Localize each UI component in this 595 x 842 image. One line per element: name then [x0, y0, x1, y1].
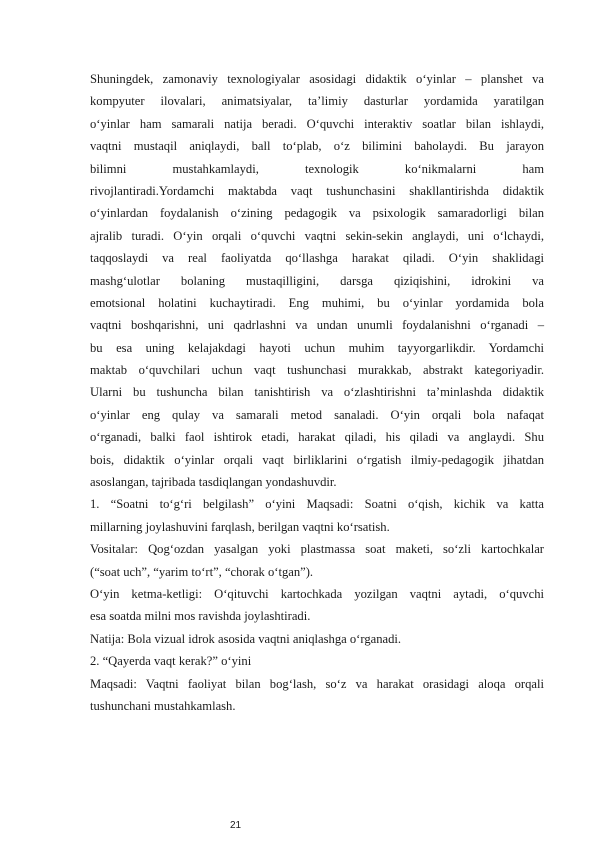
text-line: 2. “Qayerda vaqt kerak?” o‘yini [90, 654, 252, 669]
text-line: O‘yin ketma-ketligi: O‘qituvchi kartochkada yozilgan vaqtni aytadi, o‘quvchi [90, 586, 544, 601]
text-line: o‘yinlar ham samarali natija beradi. O‘quvchi interaktiv soatlar bilan ishlaydi, [90, 116, 544, 131]
text-line: millarning joylashuvini farqlash, berilgan vaqtni ko‘rsatish. [90, 519, 390, 534]
text-line: bilimni mustahkamlaydi, texnologik ko‘nikmalarni ham [90, 161, 544, 176]
text-line: kompyuter ilovalari, animatsiyalar, ta’limiy dasturlar yordamida yaratilgan [90, 94, 544, 109]
text-line: vaqtni boshqarishni, uni qadrlashni va undan unumli foydalanishni o‘rganadi – [90, 318, 544, 333]
text-line: taqqoslaydi va real faoliyatda qo‘llashga harakat qiladi. O‘yin shaklidagi [90, 251, 544, 266]
text-line: o‘rganadi, balki faol ishtirok etadi, harakat qiladi, his qiladi va anglaydi. Shu [90, 430, 544, 445]
text-line: (“soat uch”, “yarim to‘rt”, “chorak o‘tgan”). [90, 564, 314, 579]
text-line: asoslangan, tajribada tasdiqlangan yondashuvdir. [90, 475, 337, 490]
text-line: rivojlantiradi.Yordamchi maktabda vaqt tushunchasini shakllantirishda didaktik [90, 183, 544, 198]
text-line: bu esa uning kelajakdagi hayoti uchun muhim tayyorgarlikdir. Yordamchi [90, 340, 544, 355]
text-line: o‘yinlardan foydalanish o‘zining pedagogik va psixologik samaradorligi bilan [90, 206, 544, 221]
text-line: esa soatda milni mos ravishda joylashtiradi. [90, 609, 311, 624]
text-line: maktab o‘quvchilari uchun vaqt tushunchasi murakkab, abstrakt kategoriyadir. [90, 363, 544, 378]
document-body [90, 68, 544, 717]
text-line: o‘yinlar eng qulay va samarali metod sanaladi. O‘yin orqali bola nafaqat [90, 407, 544, 422]
text-line: tushunchani mustahkamlash. [90, 698, 236, 713]
text-line: mashg‘ulotlar bolaning mustaqilligini, darsga qiziqishini, idrokini va [90, 273, 544, 288]
text-line: Maqsadi: Vaqtni faoliyat bilan bog‘lash, so‘z va harakat orasidagi aloqa orqali [90, 676, 544, 691]
text-line: Shuningdek, zamonaviy texnologiyalar asosidagi didaktik o‘yinlar – planshet va [90, 72, 544, 86]
text-line: emotsional holatini kuchaytiradi. Eng muhimi, bu o‘yinlar yordamida bola [90, 295, 544, 310]
text-line: bois, didaktik o‘yinlar orqali vaqt birliklarini o‘rgatish ilmiy-pedagogik jihatdan [90, 452, 544, 467]
page-number: 21 [230, 820, 242, 831]
text-line: ajralib turadi. O‘yin orqali o‘quvchi vaqtni sekin-sekin anglaydi, uni o‘lchaydi, [90, 228, 544, 243]
text-line: Natija: Bola vizual idrok asosida vaqtni aniqlashga o‘rganadi. [90, 631, 402, 646]
text-line: vaqtni mustaqil aniqlaydi, ball to‘plab, o‘z bilimini baholaydi. Bu jarayon [90, 139, 544, 154]
text-line: Vositalar: Qog‘ozdan yasalgan yoki plastmassa soat maketi, so‘zli kartochkalar [90, 542, 544, 557]
text-line: Ularni bu tushuncha bilan tanishtirish va o‘zlashtirishni ta’minlashda didaktik [90, 385, 544, 400]
text-line: 1. “Soatni to‘g‘ri belgilash” o‘yini Maqsadi: Soatni o‘qish, kichik va katta [90, 497, 544, 512]
